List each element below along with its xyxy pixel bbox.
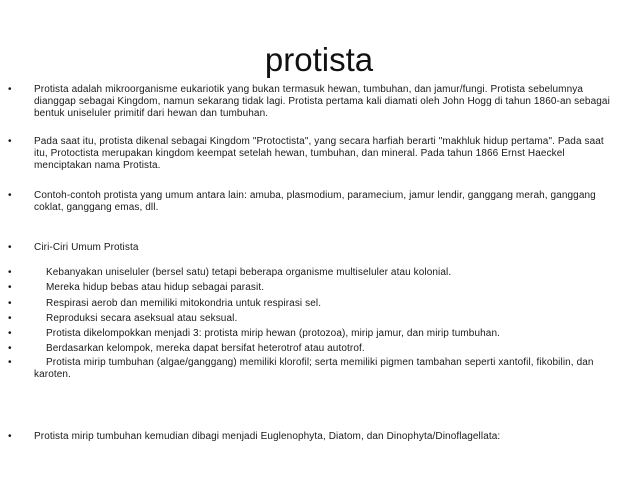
bullet-icon: • xyxy=(8,328,12,339)
bullet-icon: • xyxy=(8,282,12,293)
bullet-text: Protista adalah mikroorganisme eukariotik yang bukan termasuk hewan, tumbuhan, dan jamur/fungi. Protista sebelumnya dianggap sebagai Kingdom, namun sekarang tidak lagi. Protista pertama kali diamati oleh John Hogg di tahun 1860-an sebagai bentuk uniseluler primitif dari hewan dan tumbuhan. xyxy=(34,84,610,119)
bullet-text: Protista dikelompokkan menjadi 3: protista mirip hewan (protozoa), mirip jamur, dan mirip tumbuhan. xyxy=(46,328,500,339)
slide-title: protista xyxy=(264,41,374,78)
bullet-text: Contoh-contoh protista yang umum antara lain: amuba, plasmodium, paramecium, jamur lendir, ganggang merah, ganggang coklat, ganggang emas, dll. xyxy=(34,190,596,213)
bullet-text: Protista mirip tumbuhan (algae/ganggang) memiliki klorofil; serta memiliki pigmen tambahan seperti xantofil, fikobilin, dan karoten. xyxy=(34,357,594,380)
bullet-icon: • xyxy=(8,431,12,442)
section-heading-text: Ciri-Ciri Umum Protista xyxy=(34,242,139,253)
bullet-text: Respirasi aerob dan memiliki mitokondria untuk respirasi sel. xyxy=(46,298,322,309)
bullet-text: Kebanyakan uniseluler (bersel satu) tetapi beberapa organisme multiseluler atau kolonial. xyxy=(46,267,452,278)
bullet-icon: • xyxy=(8,313,12,324)
bullet-icon: • xyxy=(8,298,12,309)
bullet-text: Mereka hidup bebas atau hidup sebagai parasit. xyxy=(46,282,265,293)
bullet-text: Pada saat itu, protista dikenal sebagai Kingdom "Protoctista", yang secara harfiah berarti "makhluk hidup pertama". Pada saat itu, Protoctista merupakan kingdom keempat setelah hewan, tumbuhan, dan mineral. Pada tahun 1866 Ernst Haeckel menciptakan nama Protista. xyxy=(34,136,604,171)
bullet-text: Reproduksi secara aseksual atau seksual. xyxy=(46,313,238,324)
bullet-icon: • xyxy=(8,343,12,354)
bullet-icon: • xyxy=(8,190,12,201)
bullet-icon: • xyxy=(8,242,12,253)
bullet-text: Protista mirip tumbuhan kemudian dibagi menjadi Euglenophyta, Diatom, dan Dinophyta/Dinoflagellata: xyxy=(34,431,501,442)
bullet-icon: • xyxy=(8,357,12,368)
bullet-icon: • xyxy=(8,136,12,147)
bullet-text: Berdasarkan kelompok, mereka dapat bersifat heterotrof atau autotrof. xyxy=(46,343,365,354)
bullet-icon: • xyxy=(8,267,12,278)
bullet-icon: • xyxy=(8,84,12,95)
